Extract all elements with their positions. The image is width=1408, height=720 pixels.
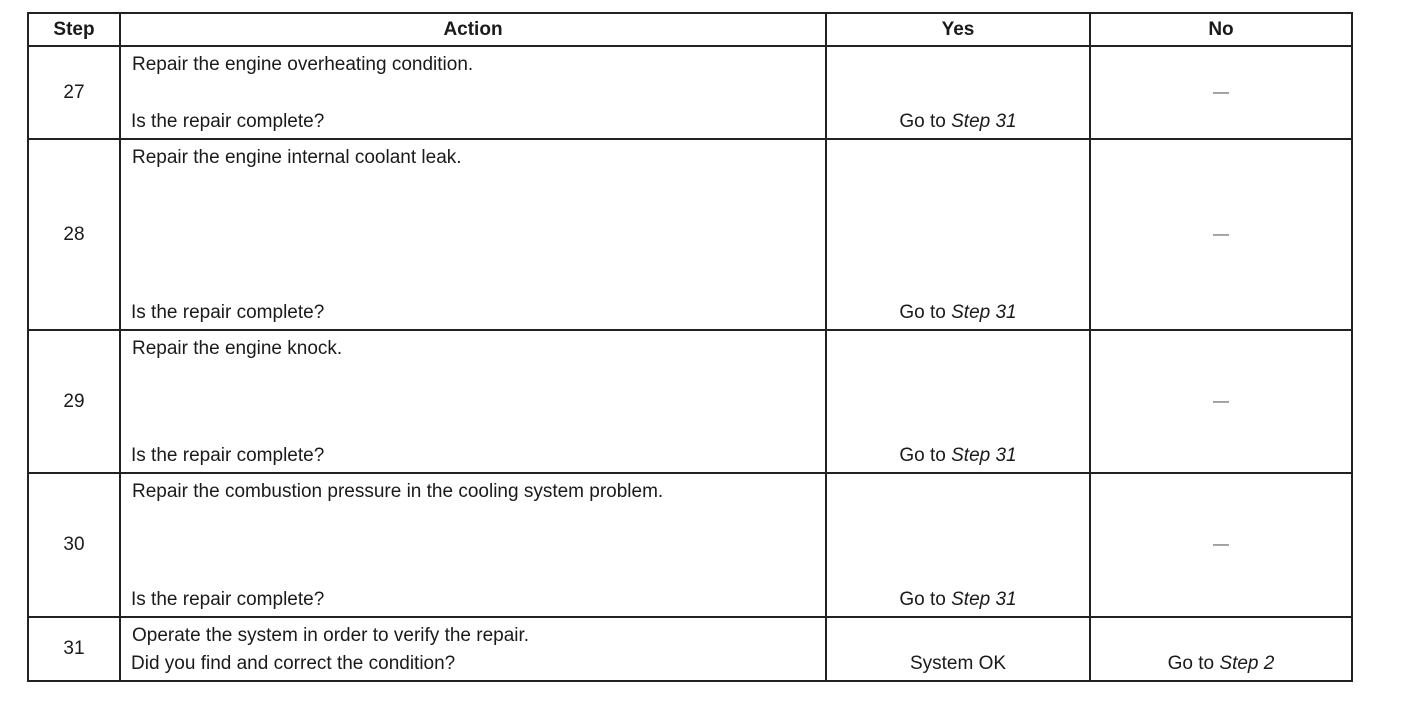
table-row — [28, 330, 1352, 473]
no-cell — [1090, 617, 1352, 681]
table-row — [28, 473, 1352, 617]
header-step: Step — [28, 13, 120, 46]
header-action: Action — [120, 13, 826, 46]
no-cell — [1090, 46, 1352, 139]
yes-step-reference: Step 31 — [951, 589, 1017, 610]
table-row — [28, 46, 1352, 139]
yes-prefix: Go to — [899, 445, 952, 466]
action-cell — [120, 330, 826, 473]
table-row — [28, 139, 1352, 330]
header-yes: Yes — [826, 13, 1090, 46]
no-result-dash: — — [1213, 392, 1229, 410]
yes-cell — [826, 139, 1090, 330]
step-number: 28 — [28, 139, 120, 330]
header-no: No — [1090, 13, 1352, 46]
question-text: Is the repair complete? — [131, 111, 325, 132]
no-result — [1091, 653, 1351, 675]
yes-cell — [826, 46, 1090, 139]
no-cell — [1090, 473, 1352, 617]
yes-prefix: Go to — [899, 302, 952, 323]
yes-result — [827, 445, 1089, 467]
action-text: Repair the combustion pressure in the cooling system problem. — [132, 481, 664, 502]
action-text: Repair the engine internal coolant leak. — [132, 147, 462, 168]
question-text: Is the repair complete? — [131, 302, 325, 323]
no-prefix: Go to — [1167, 653, 1220, 674]
no-cell — [1090, 330, 1352, 473]
no-result-dash: — — [1213, 536, 1229, 553]
yes-result — [827, 302, 1089, 324]
yes-result: System OK — [909, 653, 1007, 674]
yes-prefix: Go to — [899, 589, 952, 610]
question-text: Is the repair complete? — [131, 445, 325, 466]
action-cell — [120, 46, 826, 139]
action-cell — [120, 473, 826, 617]
diagnostic-table — [27, 12, 1353, 682]
no-cell — [1090, 139, 1352, 330]
step-number: 30 — [28, 473, 120, 617]
step-number: 27 — [28, 46, 120, 139]
yes-cell — [826, 473, 1090, 617]
step-number: 31 — [28, 617, 120, 681]
action-cell — [120, 617, 826, 681]
action-text: Repair the engine overheating condition. — [132, 54, 474, 75]
yes-cell — [826, 617, 1090, 681]
yes-cell — [826, 330, 1090, 473]
yes-step-reference: Step 31 — [951, 111, 1017, 132]
no-result-dash: — — [1213, 83, 1229, 101]
yes-step-reference: Step 31 — [951, 302, 1017, 323]
question-text: Is the repair complete? — [131, 589, 325, 610]
question-text: Did you find and correct the condition? — [131, 653, 456, 674]
yes-result — [827, 111, 1089, 133]
action-text: Operate the system in order to verify the repair. — [132, 625, 530, 646]
action-text: Repair the engine knock. — [132, 338, 343, 359]
yes-prefix: Go to — [899, 111, 952, 132]
header-row — [28, 13, 1352, 46]
no-step-reference: Step 2 — [1219, 653, 1275, 674]
yes-step-reference: Step 31 — [951, 445, 1017, 466]
step-number: 29 — [28, 330, 120, 473]
yes-result — [827, 589, 1089, 611]
no-result-dash: — — [1213, 225, 1229, 243]
table-row — [28, 617, 1352, 681]
action-cell — [120, 139, 826, 330]
